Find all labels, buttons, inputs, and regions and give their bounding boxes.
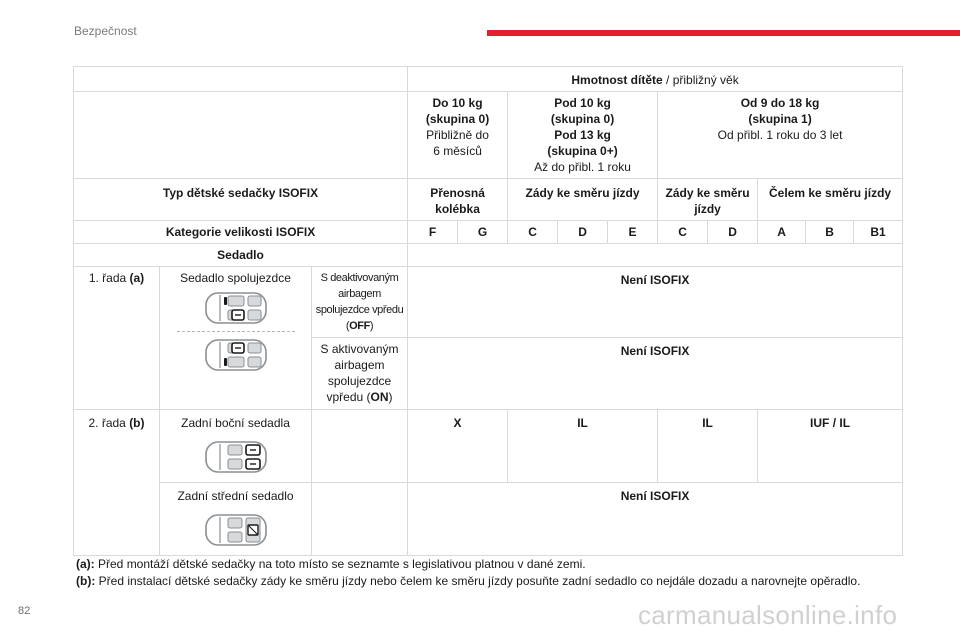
footnote-a	[76, 556, 906, 573]
rear-side-value-1: X	[408, 410, 508, 483]
section-title: Bezpečnost	[74, 24, 137, 38]
group-1-weight: Pod 10 kg	[554, 96, 611, 110]
icon-separator	[177, 331, 295, 332]
type-label: Typ dětské sedačky ISOFIX	[74, 179, 408, 221]
rear-side-seats-icon	[204, 439, 268, 475]
size-d-2: D	[708, 221, 758, 244]
group-2-weight: Od 9 do 18 kg	[740, 96, 820, 110]
row1-label: 1. řada	[88, 271, 130, 285]
group-1-weight-2: Pod 13 kg	[554, 128, 611, 142]
type-row	[74, 179, 903, 221]
seat-header: Sedadlo	[74, 244, 408, 267]
group-2-age: Od přibl. 1 roku do 3 let	[717, 128, 843, 142]
group-0-group: (skupina 0)	[425, 112, 490, 126]
rear-center-cell	[160, 483, 312, 556]
rear-center-seat-icon	[204, 512, 268, 548]
weight-header-bold: Hmotnost dítěte	[571, 73, 663, 87]
row2-label-cell	[74, 410, 160, 556]
size-b: B	[806, 221, 854, 244]
size-a: A	[758, 221, 806, 244]
footnote-b-label: (b):	[76, 574, 96, 588]
size-b1: B1	[854, 221, 903, 244]
rear-side-value-3: IL	[658, 410, 758, 483]
group-0-age-2: 6 měsíců	[433, 144, 482, 158]
airbag-off-cell	[312, 267, 408, 338]
weight-header-rest: / přibližný věk	[662, 73, 739, 87]
group-1-cell	[508, 92, 658, 179]
weight-header	[408, 67, 903, 92]
row2-label: 2. řada	[88, 416, 130, 430]
group-2-cell	[658, 92, 903, 179]
size-d: D	[558, 221, 608, 244]
size-c-2: C	[658, 221, 708, 244]
airbag-off-text: S deaktivovaným airbagem spolujezdce vpředu (	[315, 272, 404, 332]
size-g: G	[458, 221, 508, 244]
group-0-weight: Do 10 kg	[432, 96, 483, 110]
airbag-on-text: S aktivovaným airbagem spolujezdce vpředu (	[320, 342, 399, 404]
airbag-on-bold: ON	[370, 390, 389, 404]
row2-center	[74, 483, 903, 556]
front-seat-rear-facing-icon	[204, 290, 268, 326]
footnote-b	[76, 573, 906, 590]
footnote-a-text: Před montáží dětské sedačky na toto místo se seznamte s legislativou platnou v dané zemi.	[94, 557, 586, 571]
row1-label-cell	[74, 267, 160, 410]
airbag-on-cell	[312, 338, 408, 410]
row1-off-value: Není ISOFIX	[408, 267, 903, 338]
size-f: F	[408, 221, 458, 244]
front-seat-cell	[160, 267, 312, 410]
row1-mark: (a)	[129, 271, 145, 285]
row1-on-value: Není ISOFIX	[408, 338, 903, 410]
airbag-on-paren: )	[388, 390, 393, 404]
front-seat-label: Sedadlo spolujezdce	[180, 271, 291, 285]
seat-header-row	[74, 244, 903, 267]
group-1-group-2: (skupina 0+)	[547, 144, 618, 158]
rear-center-value: Není ISOFIX	[408, 483, 903, 556]
row2-side	[74, 410, 903, 483]
size-row	[74, 221, 903, 244]
airbag-off-bold: OFF	[349, 320, 370, 332]
size-label: Kategorie velikosti ISOFIX	[74, 221, 408, 244]
isofix-table	[73, 66, 903, 556]
groups-row	[74, 92, 903, 179]
footnote-a-label: (a):	[76, 557, 95, 571]
watermark: carmanualsonline.info	[638, 600, 898, 630]
header-accent-bar	[487, 30, 960, 36]
type-forward-facing: Čelem ke směru jízdy	[758, 179, 903, 221]
type-rear-facing-2: Zády ke směru jízdy	[658, 179, 758, 221]
rear-side-label: Zadní boční sedadla	[181, 416, 290, 430]
footnotes	[76, 556, 906, 590]
size-e: E	[608, 221, 658, 244]
rear-center-label: Zadní střední sedadlo	[177, 489, 294, 503]
size-c: C	[508, 221, 558, 244]
rear-side-value-2: IL	[508, 410, 658, 483]
row2-mark: (b)	[129, 416, 145, 430]
airbag-off-paren: )	[369, 320, 374, 332]
rear-side-cell	[160, 410, 312, 483]
page-number: 82	[18, 605, 31, 617]
type-rear-facing-1: Zády ke směru jízdy	[508, 179, 658, 221]
group-2-group: (skupina 1)	[748, 112, 812, 126]
type-carrycot: Přenosná kolébka	[408, 179, 508, 221]
front-seat-airbag-icon	[204, 337, 268, 373]
rear-side-value-4: IUF / IL	[758, 410, 903, 483]
group-0-age: Přibližně do	[426, 128, 489, 142]
group-0-cell	[408, 92, 508, 179]
group-1-group: (skupina 0)	[550, 112, 615, 126]
weight-header-row	[74, 67, 903, 92]
footnote-b-text: Před instalací dětské sedačky zády ke směru jízdy nebo čelem ke směru jízdy posuňte zadní sedadlo co nejdále dozadu a narovnejte opěradlo.	[95, 574, 861, 588]
group-1-age: Až do přibl. 1 roku	[534, 160, 631, 174]
row1-airbag-off	[74, 267, 903, 338]
